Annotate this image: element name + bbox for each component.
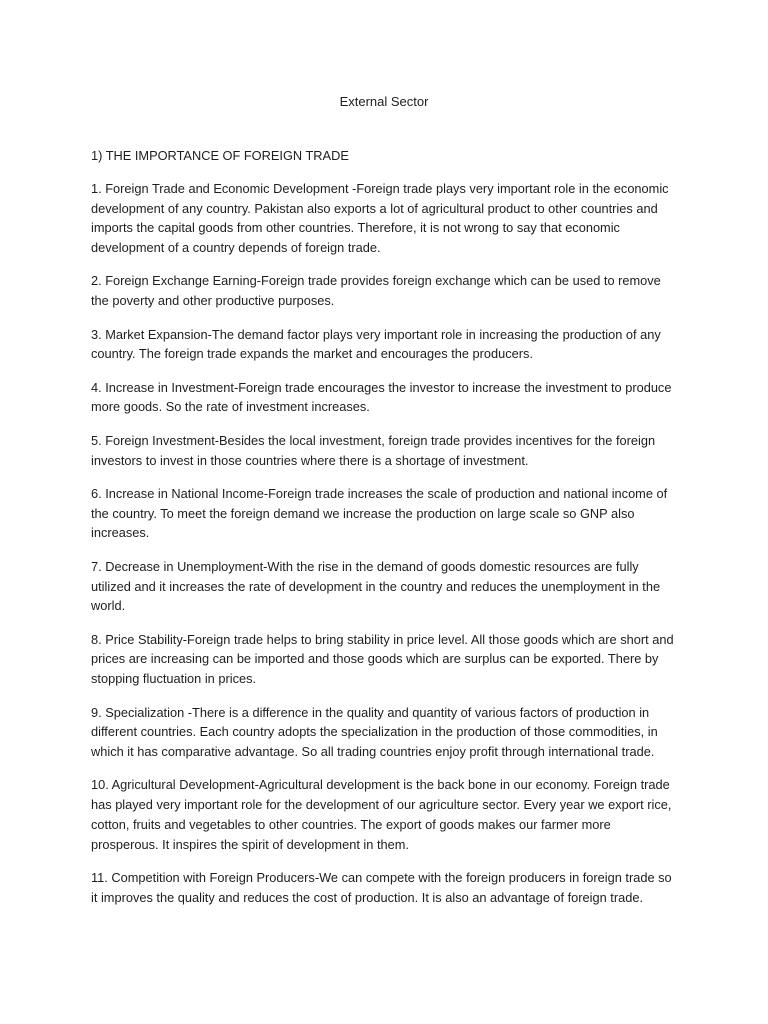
paragraph-market-expansion: 3. Market Expansion-The demand factor plays very important role in increasing the production of any country. The foreign trade expands the market and encourages the producers. [91, 326, 661, 362]
paragraph-foreign-exchange-earning: 2. Foreign Exchange Earning-Foreign trade provides foreign exchange which can be used to remove the poverty and other productive purposes. [91, 273, 661, 309]
paragraph-decrease-unemployment: 7. Decrease in Unemployment-With the rise in the demand of goods domestic resources are fully utilized and it increases the rate of development in the country and reduces the unemployment in the world. [91, 558, 661, 614]
document-title: External Sector [339, 94, 429, 109]
paragraph-increase-in-investment: 4. Increase in Investment-Foreign trade encourages the investor to increase the investment to produce more goods. So the rate of investment increases. [91, 379, 672, 415]
paragraph-competition-foreign-producers: 11. Competition with Foreign Producers-We can compete with the foreign producers in foreign trade so it improves the quality and reduces the cost of production. It is also an advantage of foreign trade. [91, 870, 672, 905]
paragraph-price-stability: 8. Price Stability-Foreign trade helps to bring stability in price level. All those goods which are short and prices are increasing can be imported and those goods which are surplus can be exported. There by stopping fluctuation in prices. [91, 631, 674, 687]
paragraph-national-income: 6. Increase in National Income-Foreign trade increases the scale of production and national income of the country. To meet the foreign demand we increase the production on large scale so GNP also increases. [91, 485, 668, 541]
paragraph-agricultural-development: 10. Agricultural Development-Agricultural development is the back bone in our economy. Foreign trade has played very important role for the development of our agriculture sector. Every year we export rice, cotton, fruits and vegetables to other countries. The export of goods makes our farmer more prosperous. It inspires the spirit of development in them. [91, 777, 672, 852]
paragraph-specialization: 9. Specialization -There is a difference in the quality and quantity of various factors of production in different countries. Each country adopts the specialization in the production of those commodities, in which it has comparative advantage. So all trading countries enjoy profit through international trade. [91, 704, 658, 760]
paragraph-foreign-trade-economic-development: 1. Foreign Trade and Economic Development -Foreign trade plays very important role in the economic development of any country. Pakistan also exports a lot of agricultural product to other countries and imports the capital goods from other countries. Therefore, it is not wrong to say that economic development of a country depends of foreign trade. [91, 180, 669, 256]
paragraph-foreign-investment: 5. Foreign Investment-Besides the local investment, foreign trade provides incentives for the foreign investors to invest in those countries where there is a shortage of investment. [91, 432, 656, 468]
section-heading: 1) THE IMPORTANCE OF FOREIGN TRADE [91, 148, 349, 163]
document-body [91, 146, 681, 921]
